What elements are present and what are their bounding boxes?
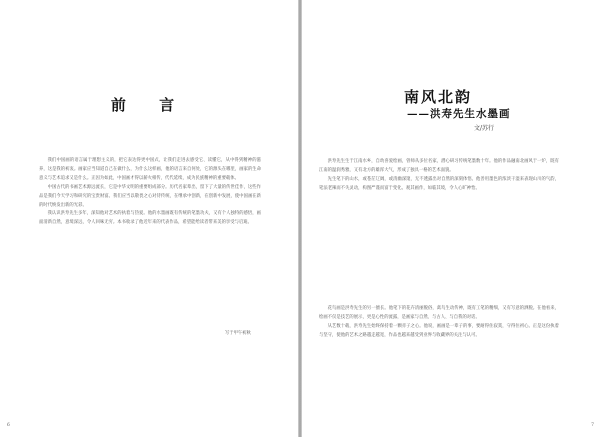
page-number-right: 7 (591, 423, 594, 428)
article-paragraph: 花鸟画是洪寿先生的另一擅长。他笔下的花卉清丽脱俗，禽鸟生动传神，既有工笔的精细，又有写意的洒脱。在他看来，绘画不仅是技艺的展示，更是心性的流露，是画家与自然、与古人、与自我的对话。 (319, 306, 559, 320)
article-paragraph: 洪寿先生生于江南水乡，自幼喜爱绘画，曾师从多位名家，潜心研习传统笔墨数十年。他的作品融南北画风于一炉，既有江南的温润秀雅，又有北方的雄浑大气，形成了独具一格的艺术面貌。 (319, 159, 559, 173)
right-page (301, 0, 600, 437)
article-body-top (319, 158, 559, 194)
preface-title: 前 言 (110, 96, 189, 114)
preface-body (39, 157, 261, 228)
preface-paragraph: 中国古代的书画艺术源远流长，它是中华文明的重要组成部分。历代名家辈出，留下了大量的传世佳作，这些作品是我们今天学习和研究的宝贵财富。我们应当以敬畏之心对待传统，在继承中创新，在创新中发展，使中国画在新的时代焕发出新的光彩。 (39, 184, 261, 208)
book-gutter (298, 0, 302, 437)
article-paragraph: 从艺数十载，洪寿先生始终保持着一颗赤子之心。他说，画画是一辈子的事，要耐得住寂寞，守得住初心。正是这份执着与坚守，使他的艺术之路越走越宽，作品也越来越受到业界与收藏界的关注与认可。 (319, 323, 559, 338)
article-byline: 文/苏行 (474, 125, 495, 132)
article-paragraph: 先生笔下的山水，或苍茫辽阔，或清幽深邃，无不透露出对自然的深刻体悟。他善用墨色的浓淡干湿来表现山川的气韵，笔法老辣而不失灵动，构图严谨而富于变化。观其画作，如临其境，令人心旷神怡。 (319, 176, 559, 191)
preface-signature: 写于甲午初秋 (225, 331, 251, 336)
preface-paragraph: 我们中国画的语言属于理想主义的，把它表达得更中国式，让我们走进去感受它、读懂它，从中得到精神的滋养，这是我的初衷。画家应当知道自己在做什么，为什么这样画，他的语言来自何处，它的源头在哪里，画家的生命意义与艺术追求又是什么。正因为如此，中国画才得以薪火相传，代代延续，成为民族精神的重要载体。 (39, 158, 261, 181)
preface-paragraph: 我认识洪寿先生多年，深知他对艺术的执着与热爱。他的水墨画既有传统的笔墨功夫，又有个人独特的感悟，画面清新自然，意境深远，令人回味无穷。本书收录了他近年来的代表作品，希望能给读者带来美的享受与启迪。 (39, 211, 261, 226)
article-subtitle: ——洪寿先生水墨画 (407, 108, 511, 120)
page-number-left: 6 (7, 423, 10, 428)
article-body-bottom (319, 305, 559, 341)
article-title: 南风北韵 (404, 88, 473, 106)
